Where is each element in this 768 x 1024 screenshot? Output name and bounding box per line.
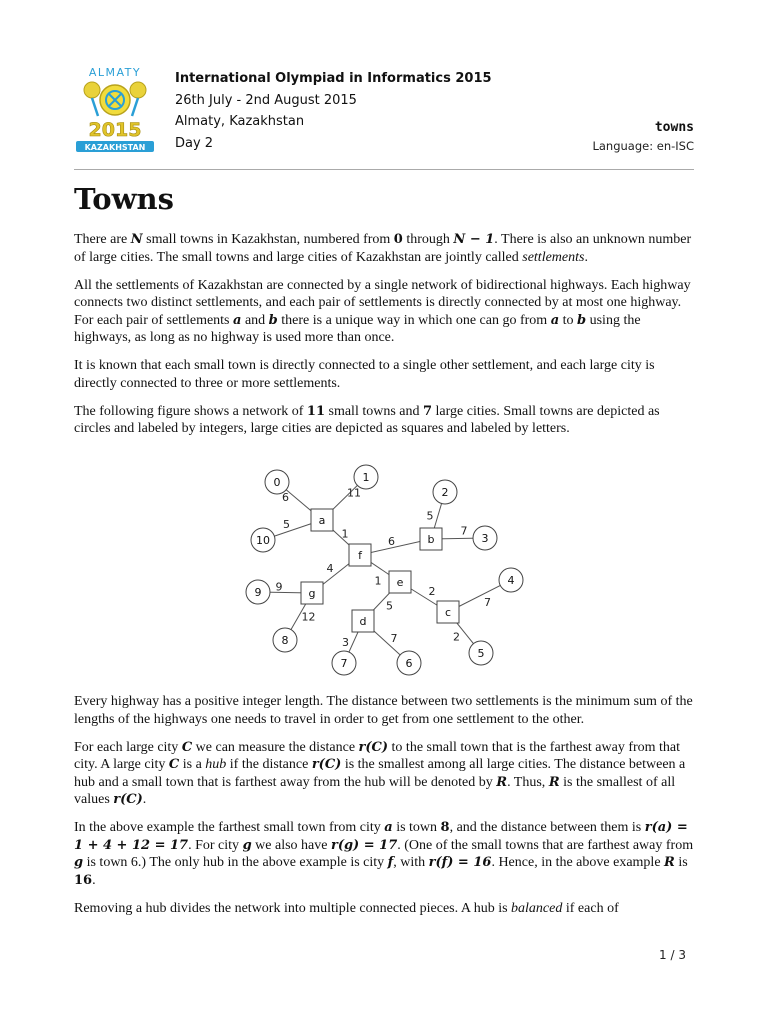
highway-length-f-b: 6 [388,535,395,548]
paragraph-4: The following figure shows a network of 11 small towns and 7 large cities. Small towns are depicted as circles and labeled by integers, large cities are depicted as squares and labeled by letters. [74,403,660,436]
highway-length-c-5: 2 [453,630,460,644]
paragraph-6: For each large city C we can measure the distance r(C) to the small town that is the farthest away from that city. A large city C is a hub if the distance r(C) is the smallest among all large cities. The distance between a hub and a small town that is farthest away from the hub will be denoted by R. Thus, R is the smallest of all values r(C). [74,739,686,807]
highway-length-1-a: 11 [347,486,361,500]
paragraph-1: There are N small towns in Kazakhstan, numbered from 0 through N − 1. There is also an unknown number of large cities. The small towns and large cities of Kazakhstan are jointly called settlements. [74,232,692,265]
highway-length-e-d: 5 [386,599,393,613]
highway-length-b-3: 7 [460,524,468,538]
town-1-label: 1 [362,471,370,484]
header-divider [74,169,694,170]
olympiad-location: Almaty, Kazakhstan [175,114,305,129]
city-b-label: b [427,533,435,546]
town-8-label: 8 [281,634,289,647]
paragraph-5: Every highway has a positive integer length. The distance between two settlements is the minimum sum of the lengths of the highways one needs to travel in order to get from one settlement to the other. [74,694,693,727]
paragraph-3: It is known that each small town is directly connected to a single other settlement, and each large city is directly connected to three or more settlements. [74,358,655,391]
town-4-label: 4 [507,574,515,587]
task-info [592,119,694,156]
city-c-label: c [444,606,452,619]
city-g-label: g [308,587,316,600]
town-6-label: 6 [405,657,413,670]
task-code: towns [654,120,694,135]
paragraph-8: Removing a hub divides the network into multiple connected pieces. A hub is balanced if each of [74,900,619,916]
highway-length-b-2: 5 [426,509,434,523]
town-2-label: 2 [441,486,449,499]
logo-country: KAZAKHSTAN [84,143,146,152]
town-7-label: 7 [340,657,348,670]
page-number: 1 / 3 [659,948,686,962]
olympiad-dates: 26th July - 2nd August 2015 [175,92,357,108]
city-d-label: d [359,615,367,628]
paragraph-2: All the settlements of Kazakhstan are connected by a single network of bidirectional highways. Each highway connects two distinct settlements, and each pair of settlements is directly connected by at most one highway. For each pair of settlements a and b there is a unique way in which one can go from a to b using the highways, as long as no highway is used more than once. [74,277,691,345]
highway-length-e-c: 2 [428,585,436,598]
paragraph-7: In the above example the farthest small town from city a is town 8, and the distance between them is r(a) = 1 + 4 + 12 = 17. For city g we also have r(g) = 17. (One of the small towns that are farthest away from g is town 6.) The only hub in the above example is city f, with r(f) = 16. Hence, in the above example R is 16. [74,820,694,888]
highway-length-10-a: 5 [283,518,290,531]
highway-length-d-6: 7 [390,632,398,645]
city-e-label: e [396,576,404,589]
highway-length-a-f: 1 [341,527,349,541]
town-0-label: 0 [273,476,281,489]
highway-length-f-g: 4 [326,562,334,575]
city-f-label: f [358,549,362,562]
highway-length-c-4: 7 [484,596,491,609]
logo-year: 2015 [88,119,142,141]
page-title: Towns [74,182,174,216]
town-10-label: 10 [256,534,270,547]
highway-length-f-e: 1 [374,574,382,588]
olympiad-name: International Olympiad in Informatics 2015 [175,71,492,86]
contest-day: Day 2 [175,135,214,151]
header-info [175,68,492,154]
logo-top-text: ALMATY [88,66,142,79]
language-label: Language: en-ISC [592,139,694,153]
network-figure [240,460,540,680]
highway-length-d-7: 3 [342,636,349,649]
highway-length-g-8: 12 [301,610,316,624]
town-5-label: 5 [477,647,485,660]
highway-length-g-9: 9 [275,580,283,594]
town-9-label: 9 [254,586,262,599]
highway-length-0-a: 6 [282,491,289,504]
town-3-label: 3 [481,532,489,545]
ioi-2015-logo [72,64,158,154]
city-a-label: a [318,514,326,527]
